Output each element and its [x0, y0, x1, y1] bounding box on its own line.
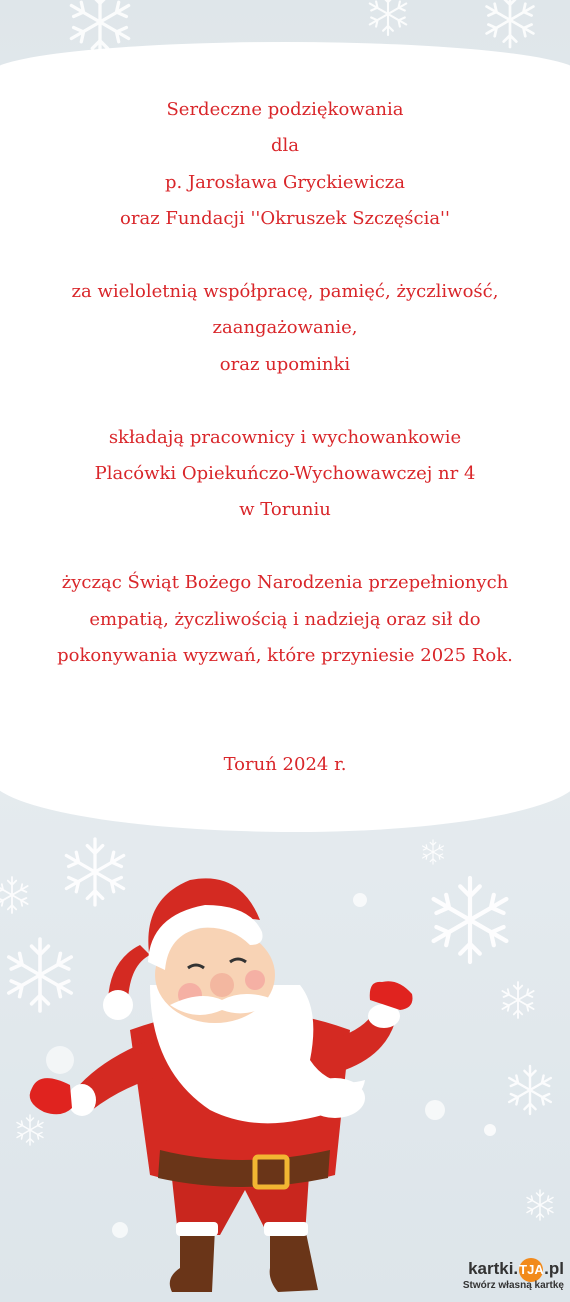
message-line: dla [270, 135, 299, 157]
logo-tagline: Stwórz własną kartkę [462, 1280, 564, 1291]
logo-name-suffix: .pl [544, 1259, 564, 1278]
message-line-wishes: życząc Świąt Bożego Narodzenia przepełnionych [61, 572, 509, 594]
message-line: za wieloletnią współpracę, pamięć, życzliwość, [71, 281, 499, 303]
logo-text [468, 1258, 564, 1282]
logo-badge: TJA [519, 1258, 543, 1282]
message-line-senders: w Toruniu [239, 499, 331, 521]
logo-name-prefix: kartki. [468, 1259, 519, 1278]
message-line-wishes: empatią, życzliwością i nadzieją oraz sił do [89, 608, 481, 630]
kartki-tja-logo[interactable] [448, 1256, 564, 1296]
message-line-senders: Placówki Opiekuńczo-Wychowawczej nr 4 [94, 463, 476, 485]
message-line-place-date: Toruń 2024 r. [223, 754, 347, 776]
message-line-recipient: p. Jarosława Gryckiewicza [164, 171, 406, 193]
message-line-heading: Serdeczne podziękowania [166, 99, 404, 120]
message-line-recipient: oraz Fundacji ''Okruszek Szczęścia'' [120, 208, 450, 230]
message-line-wishes: pokonywania wyzwań, które przyniesie 2025 Rok. [57, 645, 513, 667]
message-line-senders: składają pracownicy i wychowankowie [108, 426, 462, 448]
message-line: zaangażowanie, [212, 317, 358, 339]
message-line: oraz upominki [219, 353, 351, 375]
